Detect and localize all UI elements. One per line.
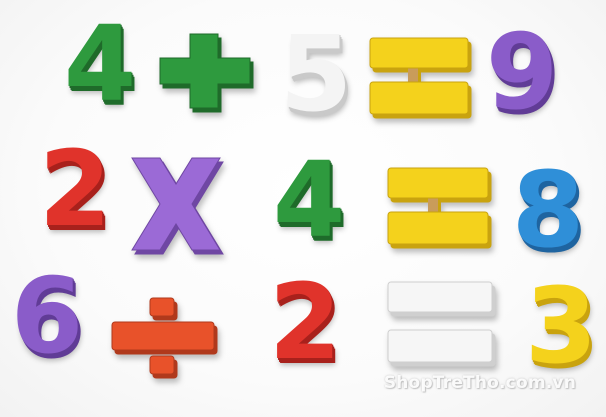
wooden-digit-3-yellow: 3 xyxy=(524,265,598,387)
wooden-digit-9-purple: 9 xyxy=(485,11,559,133)
watermark-text: ShopTreTho.com.vn xyxy=(383,373,576,393)
wooden-digit-4-green-second: 4 xyxy=(272,139,346,261)
wooden-digit-5-white: 5 xyxy=(279,13,353,135)
wooden-division-sign-orange xyxy=(112,298,214,376)
wooden-equals-sign-yellow-second xyxy=(388,168,488,246)
wooden-digit-2-red: 2 xyxy=(38,128,112,250)
wooden-equals-sign-yellow xyxy=(370,38,468,116)
wooden-equals-sign-white xyxy=(388,282,492,364)
wooden-digit-6-purple: 6 xyxy=(10,255,84,377)
wooden-digit-4-green: 4 xyxy=(63,3,137,125)
wooden-digit-2-red-second: 2 xyxy=(268,261,342,383)
wooden-digit-8-blue: 8 xyxy=(511,149,585,271)
wooden-plus-sign-green xyxy=(160,34,250,108)
wooden-multiplication-sign-purple xyxy=(132,158,220,250)
